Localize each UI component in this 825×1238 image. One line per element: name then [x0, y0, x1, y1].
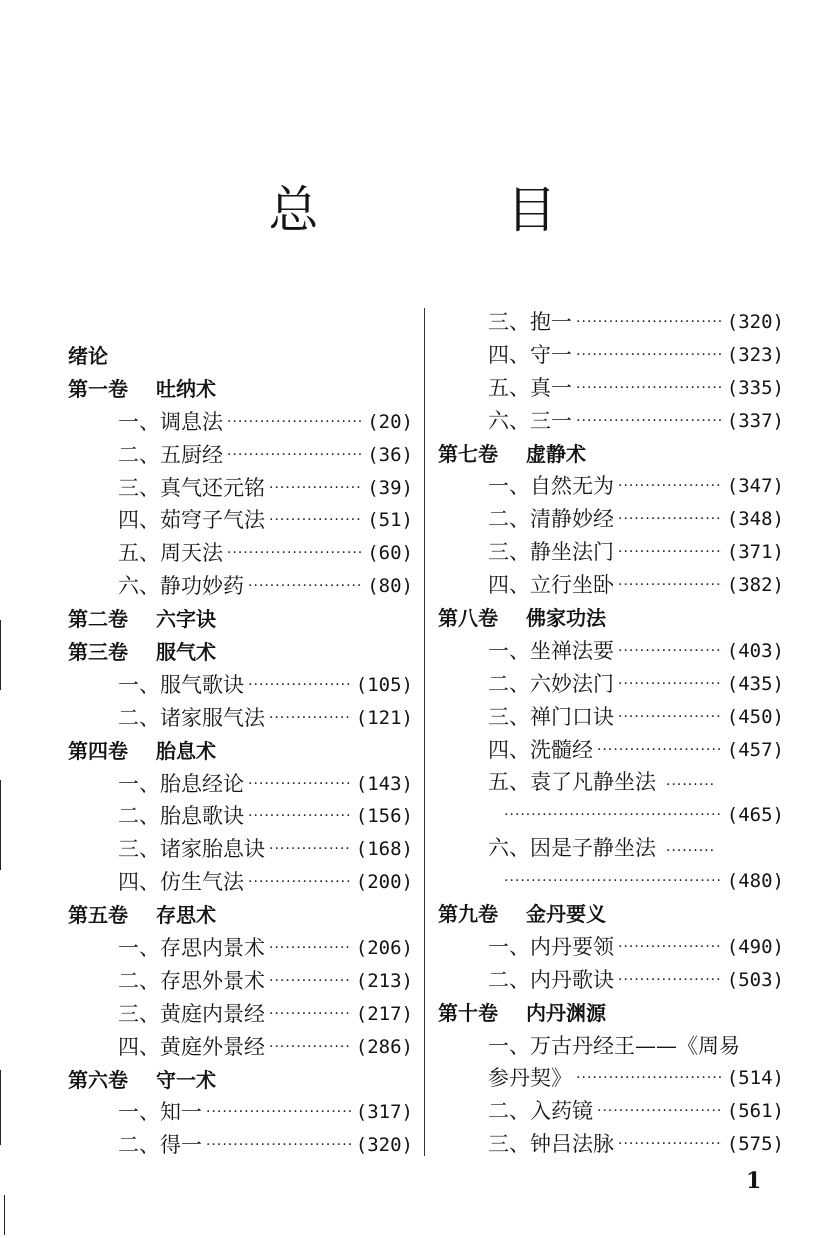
- entry-title: 四、茹穹子气法: [118, 508, 265, 533]
- toc-entry: [438, 470, 784, 503]
- entry-title: 四、仿生气法: [118, 870, 244, 895]
- dot-leader: [269, 702, 352, 735]
- toc-volume-heading: [68, 899, 413, 932]
- dot-leader: [618, 668, 723, 701]
- dot-leader: [576, 372, 723, 405]
- dot-leader: [248, 866, 352, 899]
- dot-leader: [269, 833, 352, 866]
- dot-leader: [576, 339, 723, 372]
- entry-title: 二、存思外景术: [118, 968, 265, 993]
- entry-page: (503): [726, 968, 784, 991]
- dot-leader: [618, 635, 723, 668]
- dot-leader: [618, 536, 723, 569]
- entry-title: 一、胎息经论: [118, 771, 244, 796]
- volume-number: 第十卷: [438, 1000, 498, 1025]
- toc-entry: [438, 668, 784, 701]
- entry-title: 二、清静妙经: [488, 507, 614, 532]
- scan-edge-mark: [0, 1070, 1, 1145]
- dot-leader: [248, 669, 352, 702]
- volume-title: 守一术: [156, 1067, 216, 1092]
- dot-leader: [504, 865, 723, 898]
- dot-leader: [666, 769, 715, 799]
- toc-entry: [438, 766, 784, 799]
- entry-page: (156): [355, 805, 413, 828]
- entry-page: (200): [355, 871, 413, 894]
- entry-title: 五、袁了凡静坐法: [488, 770, 656, 795]
- entry-page: (121): [355, 706, 413, 729]
- toc-entry: [68, 504, 413, 537]
- toc-entry: [68, 965, 413, 998]
- entry-page: (382): [726, 574, 784, 597]
- volume-title: 金丹要义: [526, 902, 606, 927]
- toc-entry-continuation: [438, 865, 784, 898]
- volume-title: 存思术: [156, 903, 216, 928]
- toc-entry: [68, 537, 413, 570]
- entry-page: (435): [726, 672, 784, 695]
- entry-title: 一、坐禅法要: [488, 638, 614, 663]
- toc-entry: [68, 406, 413, 439]
- dot-leader: [206, 1129, 352, 1162]
- volume-number: 第五卷: [68, 903, 128, 928]
- toc-entry: [68, 472, 413, 505]
- entry-page: (206): [355, 937, 413, 960]
- dot-leader: [618, 931, 723, 964]
- entry-title: 三、钟吕法脉: [488, 1132, 614, 1157]
- entry-title: 四、立行坐卧: [488, 573, 614, 598]
- toc-volume-heading: [68, 636, 413, 669]
- toc-entry: [68, 439, 413, 472]
- volume-title: 吐纳术: [156, 376, 216, 401]
- entry-page: (514): [726, 1067, 784, 1090]
- volume-number: 第八卷: [438, 606, 498, 631]
- entry-title: 一、自然无为: [488, 474, 614, 499]
- entry-title: 二、内丹歌诀: [488, 967, 614, 992]
- entry-page: (213): [355, 969, 413, 992]
- volume-number: 第一卷: [68, 376, 128, 401]
- dot-leader: [206, 1096, 352, 1129]
- toc-entry: [438, 1095, 784, 1128]
- dot-leader: [227, 406, 363, 439]
- entry-page: (168): [355, 838, 413, 861]
- dot-leader: [576, 405, 723, 438]
- toc-entry: [438, 569, 784, 602]
- toc-entry: [68, 768, 413, 801]
- toc-entry: [438, 372, 784, 405]
- toc-entry: [68, 932, 413, 965]
- entry-title: 一、存思内景术: [118, 936, 265, 961]
- toc-entry: [68, 998, 413, 1031]
- entry-page: (450): [726, 705, 784, 728]
- toc-volume-heading: [438, 898, 784, 931]
- toc-volume-heading: [68, 603, 413, 636]
- toc-entry: [68, 1129, 413, 1162]
- toc-entry: [68, 702, 413, 735]
- entry-page: (20): [367, 410, 413, 433]
- entry-title: 一、服气歌诀: [118, 672, 244, 697]
- toc-entry: [438, 832, 784, 865]
- entry-title: 三、黄庭内景经: [118, 1001, 265, 1026]
- entry-page: (371): [726, 541, 784, 564]
- volume-title: 服气术: [156, 640, 216, 665]
- entry-page: (457): [726, 738, 784, 761]
- entry-title: 四、洗髓经: [488, 737, 593, 762]
- entry-title: 六、三一: [488, 408, 572, 433]
- entry-title: 四、黄庭外景经: [118, 1034, 265, 1059]
- volume-title: 胎息术: [156, 738, 216, 763]
- toc-entry: [68, 866, 413, 899]
- toc-entry: [438, 701, 784, 734]
- entry-page: (36): [367, 443, 413, 466]
- volume-number: 第七卷: [438, 441, 498, 466]
- entry-page: (143): [355, 772, 413, 795]
- volume-title: 虚静术: [526, 441, 586, 466]
- entry-title: 二、得一: [118, 1133, 202, 1158]
- entry-title: 三、诸家胎息诀: [118, 837, 265, 862]
- toc-entry: [438, 1030, 784, 1063]
- toc-entry: [438, 1062, 784, 1095]
- entry-page: (337): [726, 409, 784, 432]
- dot-leader: [618, 569, 723, 602]
- entry-title: 三、抱一: [488, 310, 572, 334]
- dot-leader: [618, 964, 723, 997]
- entry-title: 五、真一: [488, 375, 572, 400]
- entry-page: (51): [367, 509, 413, 532]
- scan-edge-mark: [0, 620, 1, 690]
- entry-title: 五、周天法: [118, 541, 223, 566]
- toc-volume-heading: [68, 340, 413, 373]
- entry-page: (561): [726, 1100, 784, 1123]
- toc-entry: [68, 833, 413, 866]
- dot-leader: [269, 998, 352, 1031]
- dot-leader: [666, 835, 715, 865]
- toc-entry: [438, 536, 784, 569]
- scan-edge-mark: [0, 780, 1, 870]
- toc-entry: [68, 1096, 413, 1129]
- toc-entry: [438, 635, 784, 668]
- volume-number: 第二卷: [68, 607, 128, 632]
- dot-leader: [618, 470, 723, 503]
- toc-volume-heading: [68, 735, 413, 768]
- dot-leader: [269, 472, 363, 505]
- toc-left-column: [68, 340, 413, 1162]
- dot-leader: [269, 1031, 352, 1064]
- entry-page: (323): [726, 343, 784, 366]
- dot-leader: [248, 768, 352, 801]
- toc-entry: [438, 1128, 784, 1161]
- volume-title: 佛家功法: [526, 606, 606, 631]
- toc-entry: [438, 734, 784, 767]
- toc-volume-heading: [68, 373, 413, 406]
- entry-title: 四、守一: [488, 342, 572, 367]
- dot-leader: [227, 537, 363, 570]
- toc-volume-heading: [68, 1064, 413, 1097]
- dot-leader: [504, 799, 723, 832]
- toc-entry: [438, 339, 784, 372]
- toc-entry: [438, 503, 784, 536]
- entry-page: (465): [726, 804, 784, 827]
- entry-title: 一、知一: [118, 1100, 202, 1125]
- toc-volume-heading: [438, 997, 784, 1030]
- dot-leader: [227, 439, 363, 472]
- entry-page: (105): [355, 673, 413, 696]
- entry-page: (320): [726, 311, 784, 333]
- page-title: 总 目: [268, 180, 643, 239]
- entry-title: 二、胎息歌诀: [118, 804, 244, 829]
- toc-right-column: [438, 306, 784, 1161]
- entry-page: (317): [355, 1101, 413, 1124]
- toc-entry: [68, 570, 413, 603]
- entry-page: (490): [726, 935, 784, 958]
- dot-leader: [269, 965, 352, 998]
- volume-number: 第六卷: [68, 1067, 128, 1092]
- toc-entry: [438, 306, 784, 339]
- entry-title: 六、因是子静坐法: [488, 836, 656, 861]
- entry-page: (80): [367, 575, 413, 598]
- toc-entry: [438, 931, 784, 964]
- entry-page: (286): [355, 1035, 413, 1058]
- dot-leader: [576, 306, 723, 339]
- volume-number: 绪论: [68, 344, 108, 368]
- entry-page: (575): [726, 1133, 784, 1156]
- entry-page: (39): [367, 476, 413, 499]
- entry-title: 二、诸家服气法: [118, 705, 265, 730]
- toc-entry: [68, 800, 413, 833]
- dot-leader: [618, 1128, 723, 1161]
- toc-entry: [438, 964, 784, 997]
- dot-leader: [269, 504, 363, 537]
- column-divider: [424, 308, 425, 1156]
- dot-leader: [618, 503, 723, 536]
- dot-leader: [576, 1062, 723, 1095]
- entry-title: 二、五厨经: [118, 442, 223, 467]
- entry-page: (217): [355, 1002, 413, 1025]
- entry-title: 参丹契》: [488, 1066, 572, 1091]
- dot-leader: [248, 800, 352, 833]
- entry-title: 三、真气还元铭: [118, 475, 265, 500]
- entry-page: (60): [367, 542, 413, 565]
- dot-leader: [597, 734, 723, 767]
- entry-page: (347): [726, 475, 784, 498]
- page-number: 1: [746, 1168, 762, 1194]
- entry-title: 三、静坐法门: [488, 540, 614, 565]
- scan-edge-mark: [4, 1195, 5, 1235]
- entry-title: 二、六妙法门: [488, 671, 614, 696]
- toc-volume-heading: [438, 602, 784, 635]
- entry-title: 三、禅门口诀: [488, 704, 614, 729]
- entry-page: (348): [726, 508, 784, 531]
- entry-title: 二、入药镜: [488, 1099, 593, 1124]
- entry-page: (480): [726, 870, 784, 893]
- entry-page: (335): [726, 376, 784, 399]
- dot-leader: [269, 932, 352, 965]
- volume-number: 第四卷: [68, 738, 128, 763]
- dot-leader: [597, 1095, 723, 1128]
- entry-title: 一、万古丹经王——《周易: [488, 1033, 740, 1058]
- entry-title: 一、调息法: [118, 409, 223, 434]
- toc-volume-heading: [438, 438, 784, 471]
- toc-entry-continuation: [438, 799, 784, 832]
- volume-title: 六字诀: [156, 607, 216, 632]
- entry-title: 一、内丹要领: [488, 934, 614, 959]
- volume-number: 第三卷: [68, 640, 128, 665]
- dot-leader: [618, 701, 723, 734]
- volume-number: 第九卷: [438, 902, 498, 927]
- entry-page: (403): [726, 639, 784, 662]
- entry-page: (320): [355, 1134, 413, 1157]
- toc-entry: [68, 669, 413, 702]
- entry-title: 六、静功妙药: [118, 574, 244, 599]
- toc-entry: [438, 405, 784, 438]
- volume-title: 内丹渊源: [526, 1000, 606, 1025]
- toc-entry: [68, 1031, 413, 1064]
- dot-leader: [248, 570, 363, 603]
